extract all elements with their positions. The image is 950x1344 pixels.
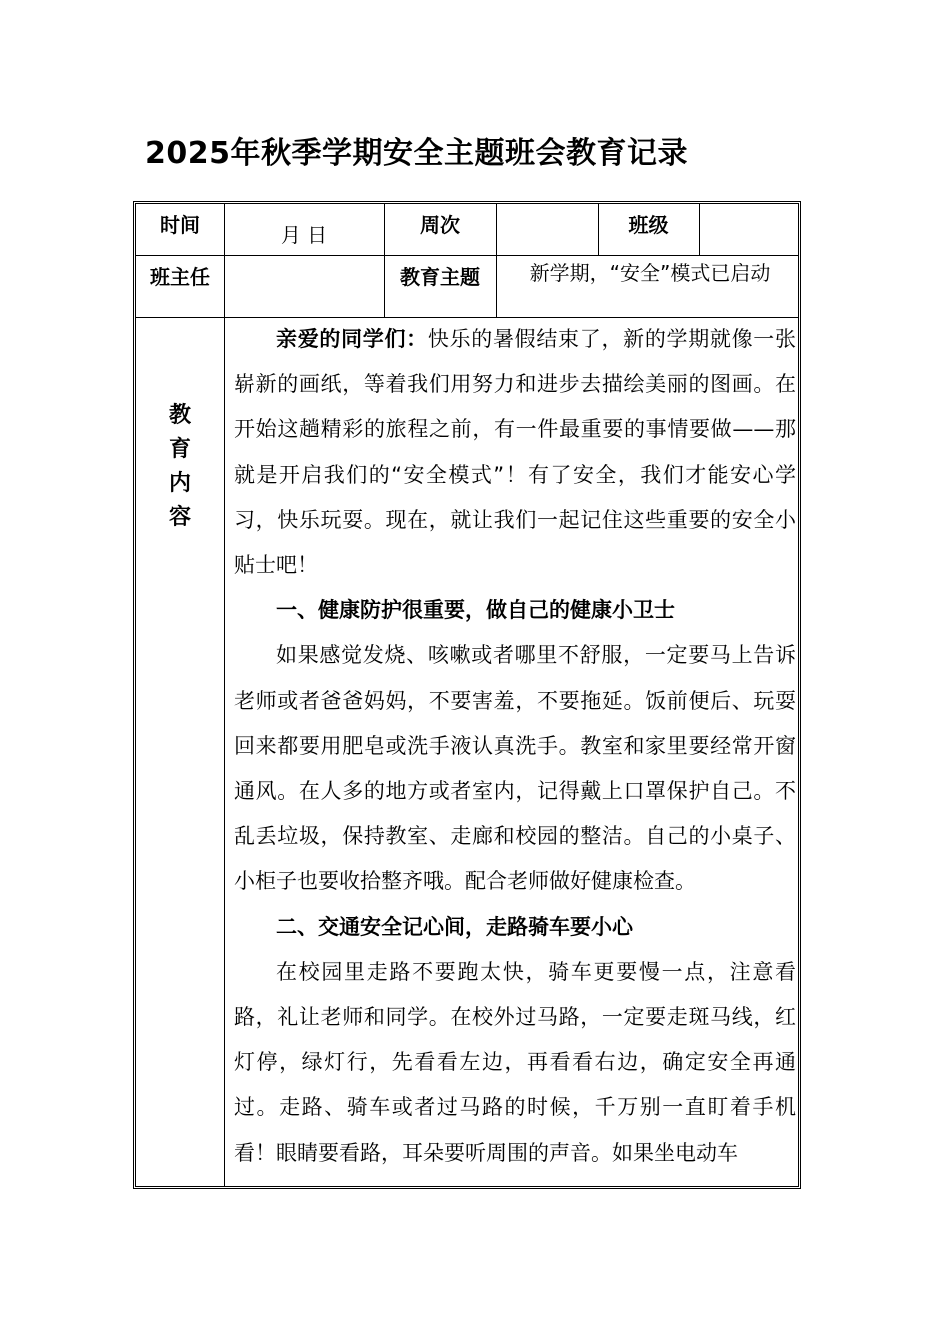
- teacher-label: 班主任: [150, 265, 210, 289]
- section1-paragraph: 如果感觉发烧、咳嗽或者哪里不舒服，一定要马上告诉老师或者爸爸妈妈，不要害羞，不要拖延。饭前便后、玩耍回来都要用肥皂或洗手液认真洗手。教室和家里要经常开窗通风。在人多的地方或者室内，记得戴上口罩保护自己。不乱丢垃圾，保持教室、走廊和校园的整洁。自己的小桌子、小柜子也要收拾整齐哦。配合老师做好健康检查。: [234, 643, 796, 894]
- week-label: 周次: [420, 213, 460, 237]
- grid-line: [699, 204, 700, 255]
- intro-lead: 亲爱的同学们：: [276, 327, 428, 351]
- theme-label: 教育主题: [400, 265, 480, 289]
- content-label-char: 内: [168, 471, 191, 496]
- content-label-char: 育: [168, 437, 191, 462]
- grid-line: [224, 204, 225, 1186]
- content-label-char: 教: [168, 403, 191, 428]
- content-label-char: 容: [168, 505, 191, 530]
- education-content: [234, 317, 796, 1176]
- time-value: 月 日: [280, 223, 328, 247]
- section2-paragraph: 在校园里走路不要跑太快，骑车更要慢一点，注意看路，礼让老师和同学。在校外过马路，一定要走斑马线，红灯停，绿灯行，先看看左边，再看看右边，确定安全再通过。走路、骑车或者过马路的时候，千万别一直盯着手机看！眼睛要看路，耳朵要听周围的声音。如果坐电动车: [234, 959, 796, 1165]
- class-label: 班级: [628, 213, 669, 237]
- content-label: [136, 399, 224, 535]
- time-label: 时间: [160, 213, 200, 237]
- section1-heading: 一、健康防护很重要，做自己的健康小卫士: [276, 598, 675, 623]
- theme-value: 新学期，“安全”模式已启动: [529, 261, 771, 285]
- intro-paragraph: [234, 317, 796, 588]
- page-title: 2025年秋季学期安全主题班会教育记录: [145, 136, 688, 171]
- grid-line: [496, 204, 497, 317]
- section2-heading: 二、交通安全记心间，走路骑车要小心: [276, 914, 633, 939]
- record-table: [133, 201, 801, 1189]
- grid-line: [136, 255, 798, 256]
- intro-text: 快乐的暑假结束了，新的学期就像一张崭新的画纸，等着我们用努力和进步去描绘美丽的图画。在开始这趟精彩的旅程之前，有一件最重要的事情要做——那就是开启我们的“安全模式”！有了安全，我们才能安心学习，快乐玩耍。现在，就让我们一起记住这些重要的安全小贴士吧！: [234, 327, 797, 578]
